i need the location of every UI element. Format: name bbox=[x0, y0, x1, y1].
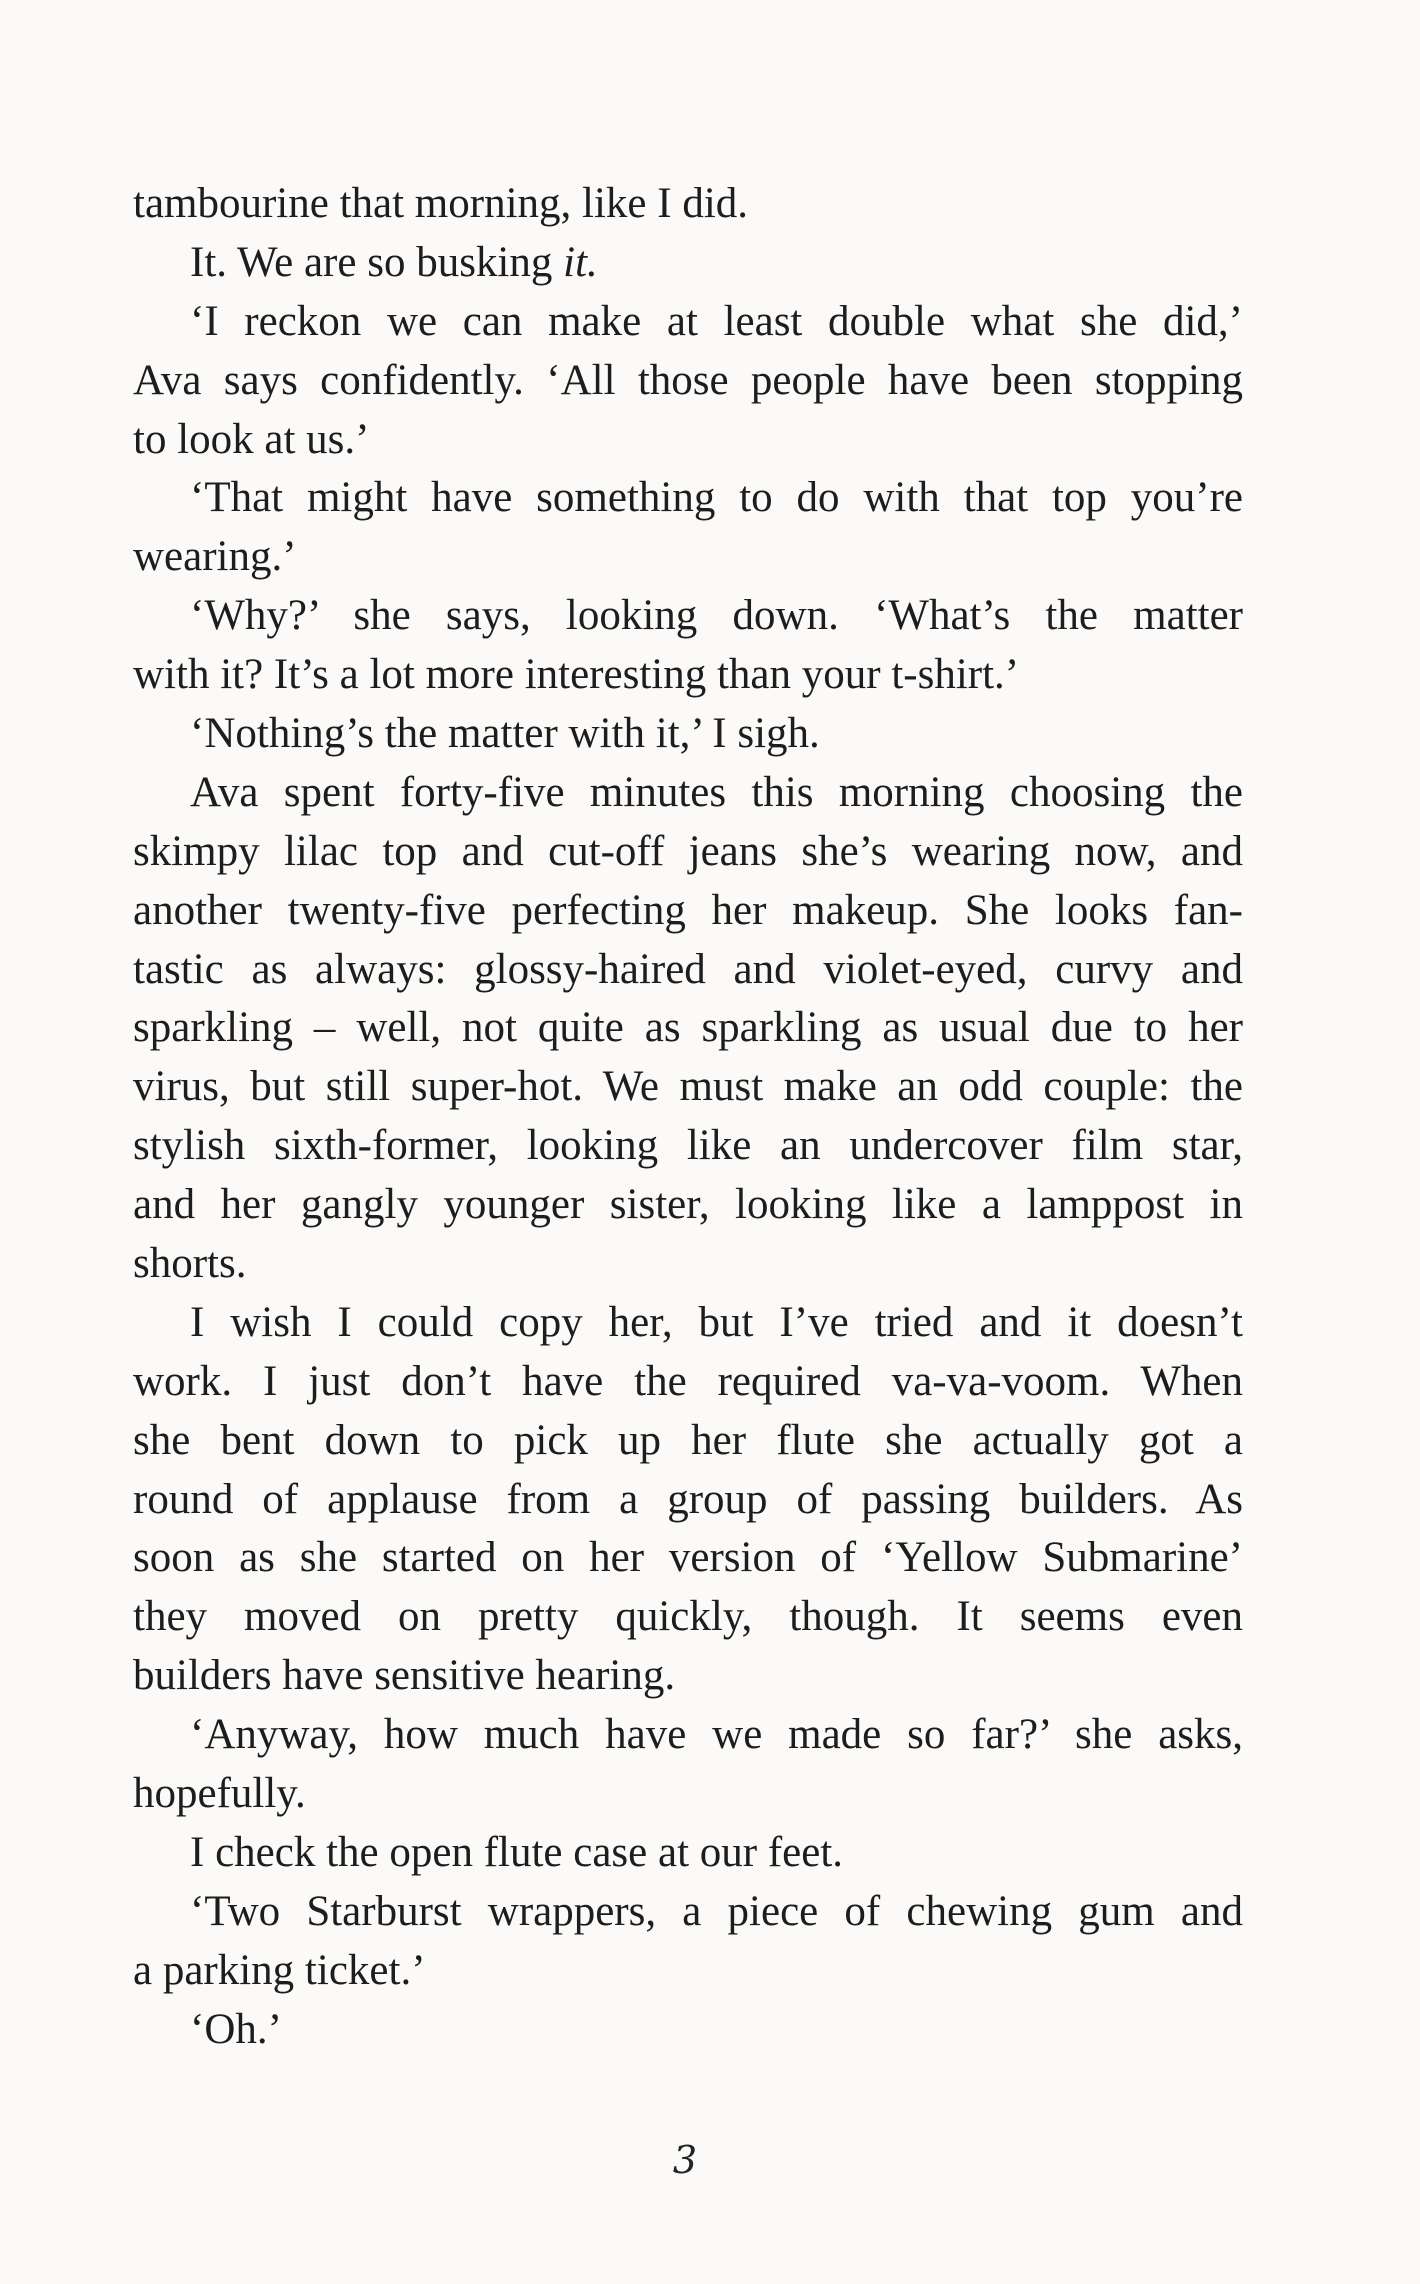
text-line-content: round of applause from a group of passing builders. As bbox=[133, 1475, 1243, 1523]
text-line bbox=[133, 1353, 1243, 1412]
text-line-content: ‘Nothing’s the matter with it,’ I sigh. bbox=[190, 710, 820, 758]
text-line bbox=[133, 882, 1243, 941]
text-line-content: wearing.’ bbox=[133, 533, 297, 581]
text-line bbox=[133, 528, 1243, 587]
text-line-content: hopefully. bbox=[133, 1770, 306, 1818]
text-line-content: shorts. bbox=[133, 1240, 247, 1288]
text-line bbox=[133, 823, 1243, 882]
text-line bbox=[133, 646, 1243, 705]
text-line-content: soon as she started on her version of ‘Yellow Submarine’ bbox=[133, 1534, 1243, 1582]
text-line bbox=[133, 1529, 1243, 1588]
text-line-content: work. I just don’t have the required va-va-voom. When bbox=[133, 1357, 1243, 1405]
text-line-content: a parking ticket.’ bbox=[133, 1946, 426, 1994]
text-line bbox=[133, 411, 1243, 470]
text-line-content: skimpy lilac top and cut-off jeans she’s wearing now, and bbox=[133, 827, 1243, 875]
text-line-content: and her gangly younger sister, looking like a lamppost in bbox=[133, 1181, 1243, 1229]
text-line-content: tambourine that morning, like I did. bbox=[133, 180, 749, 227]
text-line-content: they moved on pretty quickly, though. It seems even bbox=[133, 1593, 1243, 1641]
text-line-content: ‘I reckon we can make at least double what she did,’ bbox=[190, 297, 1243, 345]
text-line bbox=[133, 293, 1243, 352]
text-line-content: ‘That might have something to do with that top you’re bbox=[190, 474, 1243, 522]
text-line bbox=[133, 1058, 1243, 1117]
text-line-content: to look at us.’ bbox=[133, 415, 370, 463]
text-line bbox=[133, 1412, 1243, 1471]
text-line bbox=[133, 705, 1243, 764]
text-line bbox=[133, 469, 1243, 528]
text-line bbox=[133, 1117, 1243, 1176]
text-line bbox=[133, 2001, 1243, 2060]
text-line bbox=[133, 1471, 1243, 1530]
text-line bbox=[133, 1765, 1243, 1824]
text-line-content: she bent down to pick up her flute she actually got a bbox=[133, 1416, 1243, 1464]
body-text bbox=[133, 175, 1243, 2060]
text-line bbox=[133, 941, 1243, 1000]
text-line-content: with it? It’s a lot more interesting than your t-shirt.’ bbox=[133, 651, 1020, 699]
text-line-content: I check the open flute case at our feet. bbox=[190, 1828, 844, 1876]
text-line bbox=[133, 1942, 1243, 2001]
text-line bbox=[133, 1294, 1243, 1353]
text-line-content: another twenty-five perfecting her makeup. She looks fan- bbox=[133, 886, 1243, 934]
text-line bbox=[133, 999, 1243, 1058]
text-line-content: It. We are so busking bbox=[190, 238, 564, 286]
text-line-content: sparkling – well, not quite as sparkling as usual due to her bbox=[133, 1004, 1243, 1052]
text-line bbox=[133, 1588, 1243, 1647]
text-line bbox=[133, 1176, 1243, 1235]
text-line-content: tastic as always: glossy-haired and violet-eyed, curvy and bbox=[133, 945, 1243, 993]
text-line bbox=[133, 1706, 1243, 1765]
text-line-content: stylish sixth-former, looking like an undercover film star, bbox=[133, 1122, 1243, 1170]
text-line-content: ‘Oh.’ bbox=[190, 2005, 282, 2053]
text-line-content: virus, but still super-hot. We must make an odd couple: the bbox=[133, 1063, 1243, 1111]
text-line bbox=[133, 1647, 1243, 1706]
text-line-content: ‘Anyway, how much have we made so far?’ she asks, bbox=[190, 1711, 1243, 1759]
text-line bbox=[133, 234, 1243, 293]
text-line bbox=[133, 352, 1243, 411]
text-line-content: Ava spent forty-five minutes this morning choosing the bbox=[190, 768, 1243, 816]
text-line bbox=[133, 175, 1243, 234]
text-line-content: builders have sensitive hearing. bbox=[133, 1652, 676, 1700]
text-line-content: I wish I could copy her, but I’ve tried and it doesn’t bbox=[190, 1298, 1243, 1346]
text-line bbox=[133, 764, 1243, 823]
text-line-content: Ava says confidently. ‘All those people have been stopping bbox=[133, 356, 1243, 404]
page-number: 3 bbox=[672, 2138, 698, 2182]
text-line bbox=[133, 1235, 1243, 1294]
text-line bbox=[133, 1883, 1243, 1942]
text-line-content: ‘Two Starburst wrappers, a piece of chewing gum and bbox=[190, 1887, 1243, 1935]
text-line bbox=[133, 587, 1243, 646]
text-line-content: ‘Why?’ she says, looking down. ‘What’s the matter bbox=[190, 592, 1243, 640]
text-line-emphasis: it. bbox=[563, 238, 598, 286]
text-line bbox=[133, 1824, 1243, 1883]
